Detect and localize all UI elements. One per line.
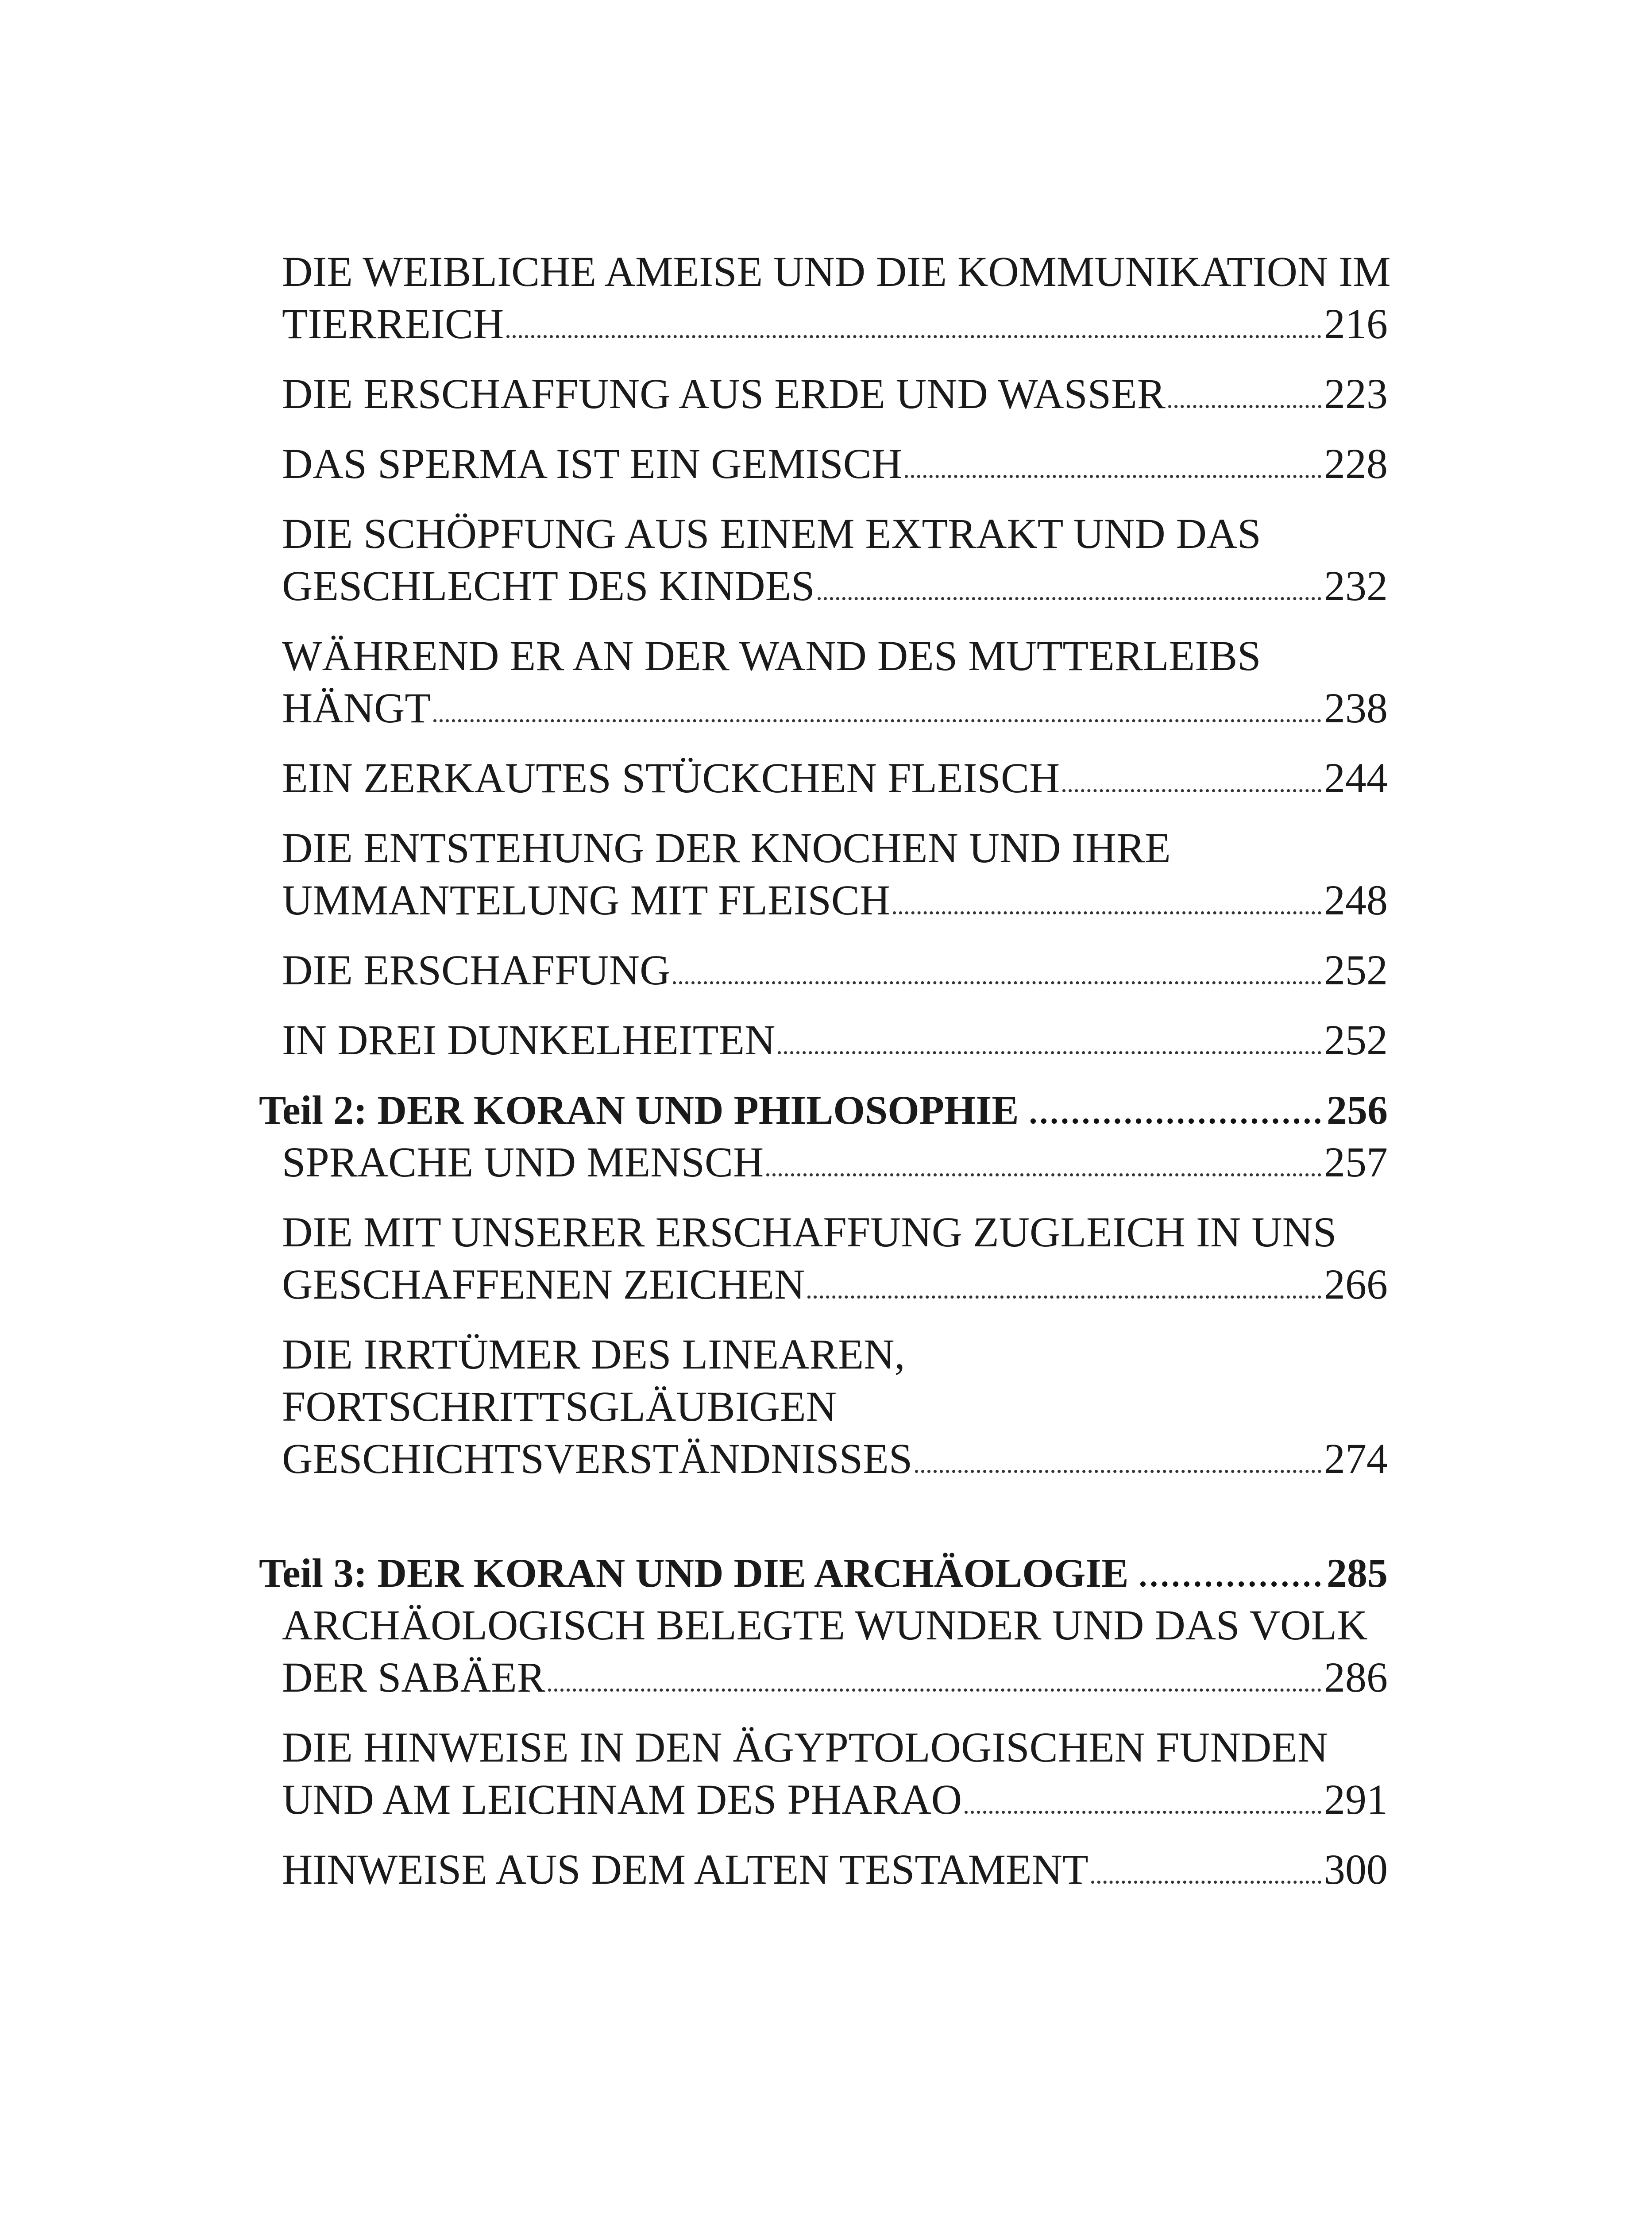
toc-entry-title: HÄNGT [282, 684, 431, 732]
leader-dots [807, 1295, 1321, 1299]
toc-page-number: 216 [1324, 300, 1388, 347]
toc-page-number: 291 [1324, 1776, 1388, 1823]
toc-entry-line: DIE MIT UNSERER ERSCHAFFUNG ZUGLEICH IN UNS [282, 1208, 1337, 1256]
toc-entry-title: HINWEISE AUS DEM ALTEN TESTAMENT [282, 1846, 1088, 1893]
leader-dots [766, 1173, 1321, 1176]
toc-part-heading [259, 1547, 1388, 1599]
toc-entry-title: DIE ERSCHAFFUNG [282, 946, 671, 994]
toc-entry-title: DIE ERSCHAFFUNG AUS ERDE UND WASSER [282, 370, 1166, 417]
toc-entry-title: EIN ZERKAUTES STÜCKCHEN FLEISCH [282, 754, 1060, 802]
toc-entry [259, 1843, 1388, 1896]
toc-entry [259, 630, 1388, 734]
leader-dots [1062, 789, 1321, 792]
toc-entry [259, 508, 1388, 612]
toc-entry [259, 1206, 1388, 1311]
leader-dots [506, 335, 1321, 338]
toc-entry [259, 1136, 1388, 1188]
toc-page-number: 300 [1324, 1846, 1388, 1893]
leader-dots [673, 981, 1321, 984]
leader-dots [893, 911, 1321, 914]
leader-dots [905, 475, 1321, 478]
toc-entry-title: IN DREI DUNKELHEITEN [282, 1016, 776, 1064]
toc-entry-line: DIE IRRTÜMER DES LINEAREN, [282, 1330, 905, 1378]
toc-page-number: 266 [1324, 1261, 1388, 1308]
toc-entry [259, 1328, 1388, 1485]
toc-page-number: 257 [1324, 1138, 1388, 1186]
toc-page-number: 286 [1324, 1654, 1388, 1701]
table-of-contents [259, 246, 1391, 1896]
leader-dots [965, 1811, 1321, 1814]
toc-entry-line: DIE HINWEISE IN DEN ÄGYPTOLOGISCHEN FUNDEN [282, 1723, 1328, 1771]
toc-page-number: 223 [1324, 370, 1388, 417]
toc-page-number: 252 [1324, 1016, 1388, 1064]
toc-entry-line: DIE WEIBLICHE AMEISE UND DIE KOMMUNIKATION IM [282, 248, 1391, 295]
toc-page-number: 244 [1324, 754, 1388, 802]
leader-dots [818, 597, 1321, 600]
leader-dots [433, 719, 1321, 722]
toc-entry [259, 246, 1391, 350]
toc-page-number: 252 [1324, 946, 1388, 994]
toc-entry-title: GESCHAFFENEN ZEICHEN [282, 1261, 805, 1308]
toc-entry [259, 438, 1388, 490]
toc-entry-title: SPRACHE UND MENSCH [282, 1138, 764, 1186]
leader-dots [548, 1689, 1321, 1692]
toc-page-number: 248 [1324, 876, 1388, 924]
toc-entry-title: UND AM LEICHNAM DES PHARAO [282, 1776, 962, 1823]
toc-part-heading [259, 1084, 1388, 1136]
toc-part-title: Teil 2: DER KORAN UND PHILOSOPHIE [259, 1087, 1019, 1133]
leader-dots [915, 1470, 1321, 1473]
toc-page-number: 238 [1324, 684, 1388, 732]
toc-entry [259, 752, 1388, 804]
toc-page-number: 256 [1327, 1087, 1388, 1133]
toc-entry-title: UMMANTELUNG MIT FLEISCH [282, 876, 891, 924]
toc-entry-title: TIERREICH [282, 300, 504, 347]
toc-entry [259, 822, 1388, 926]
toc-entry-line: ARCHÄOLOGISCH BELEGTE WUNDER UND DAS VOLK [282, 1601, 1368, 1649]
toc-page-number: 285 [1327, 1550, 1388, 1596]
toc-entry [259, 1014, 1388, 1066]
leader-dots [1140, 1581, 1320, 1587]
toc-entry-title: GESCHLECHT DES KINDES [282, 562, 815, 609]
toc-entry-line: FORTSCHRITTSGLÄUBIGEN [282, 1383, 837, 1430]
leader-dots [1031, 1118, 1320, 1124]
toc-entry [259, 368, 1388, 420]
leader-dots [1168, 405, 1321, 408]
toc-entry-title: GESCHICHTSVERSTÄNDNISSES [282, 1435, 913, 1482]
toc-page-number: 232 [1324, 562, 1388, 609]
toc-part-title: Teil 3: DER KORAN UND DIE ARCHÄOLOGIE [259, 1550, 1129, 1596]
leader-dots [1091, 1881, 1321, 1884]
toc-entry-line: DIE ENTSTEHUNG DER KNOCHEN UND IHRE [282, 824, 1171, 871]
toc-page-number: 274 [1324, 1435, 1388, 1482]
toc-entry [259, 1599, 1388, 1704]
toc-entry-title: DAS SPERMA IST EIN GEMISCH [282, 440, 903, 487]
toc-entry-line: DIE SCHÖPFUNG AUS EINEM EXTRAKT UND DAS [282, 510, 1261, 557]
leader-dots [778, 1051, 1321, 1054]
toc-page-number: 228 [1324, 440, 1388, 487]
toc-entry-title: DER SABÄER [282, 1654, 545, 1701]
toc-entry [259, 944, 1388, 996]
toc-entry-line: WÄHREND ER AN DER WAND DES MUTTERLEIBS [282, 632, 1261, 679]
toc-entry [259, 1721, 1388, 1826]
